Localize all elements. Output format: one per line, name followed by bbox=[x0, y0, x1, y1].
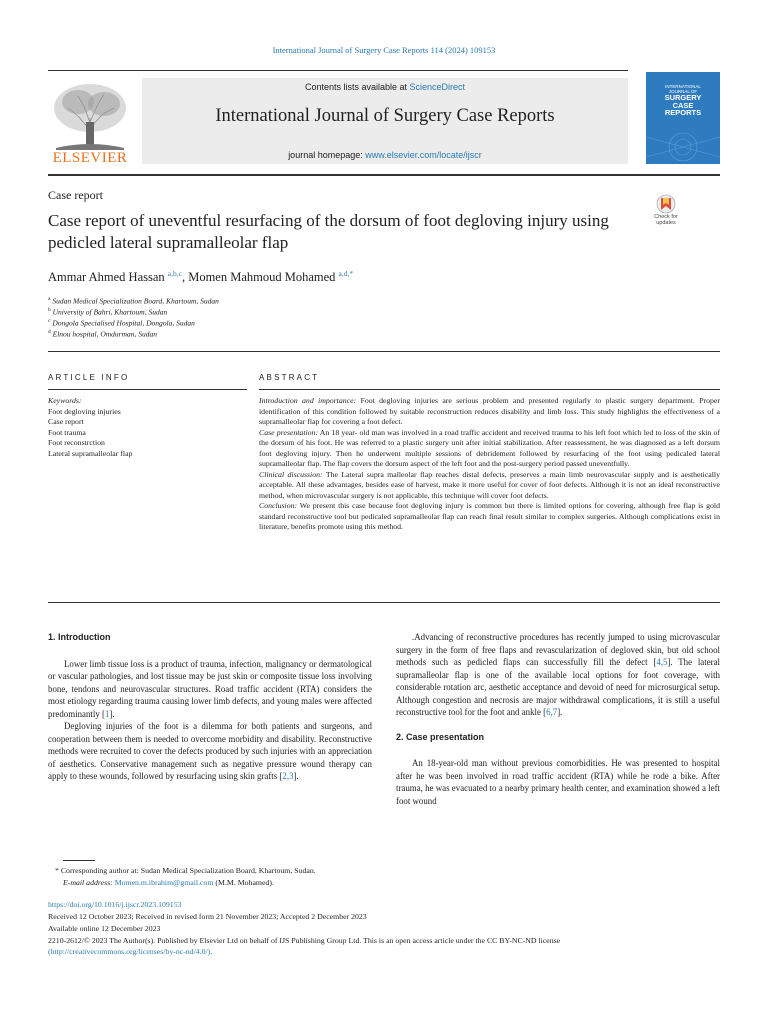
abstract-rule bbox=[259, 389, 720, 390]
email-link[interactable]: Momen.m.ibrahim@gmail.com bbox=[114, 878, 214, 887]
header-thick-rule bbox=[48, 174, 720, 176]
affil-sup-c: c bbox=[48, 318, 51, 324]
cover-line5: REPORTS bbox=[664, 108, 702, 117]
keyword-item: Lateral supramalleolar flap bbox=[48, 448, 133, 458]
keyword-item: Foot degloving injuries bbox=[48, 406, 121, 416]
author-2-affil[interactable]: a,d,* bbox=[338, 269, 354, 278]
abstract-intro bbox=[259, 396, 720, 428]
abstract-discussion bbox=[259, 470, 720, 502]
ref-link-2-3[interactable]: 2,3 bbox=[282, 771, 294, 781]
header-rule bbox=[48, 70, 628, 71]
abstract-case bbox=[259, 428, 720, 470]
license-url[interactable]: (http://creativecommons.org/licenses/by-nc-nd/4.0/) bbox=[48, 947, 211, 956]
ref-link-1[interactable]: 1 bbox=[104, 708, 110, 719]
right-column bbox=[396, 631, 720, 807]
check-for-updates-button[interactable] bbox=[646, 194, 686, 230]
affil-text-c: Dongola Specialised Hospital, Dongola, Sudan bbox=[52, 318, 195, 328]
intro-paragraph-1 bbox=[48, 658, 372, 721]
corresponding-author: * Corresponding author at: Sudan Medical Specialization Board, Khartoum, Sudan. bbox=[55, 866, 316, 875]
ref-link-4-5[interactable]: 4,5 bbox=[656, 657, 668, 667]
license-text: 2210-2612/© 2023 The Author(s). Published by Elsevier Ltd on behalf of IJS Publishing Group Ltd. This is an open access article under the CC BY-NC-ND license bbox=[48, 936, 561, 945]
intro-p1-text: Lower limb tissue loss is a product of trauma, infection, malignancy or dermatological or vascular pathologies, and lost tissue may be just skin or composite tissue loss involving bone, tendons and neurovascular structures. Road traffic accident (RTA) considers the most etiology regarding trauma causing lower limb defects, and young males were affected predominantly [ bbox=[48, 658, 372, 719]
journal-cover-thumbnail[interactable] bbox=[646, 72, 720, 164]
author-sep: , bbox=[181, 270, 189, 285]
left-column bbox=[48, 631, 372, 783]
elsevier-wordmark[interactable]: ELSEVIER bbox=[52, 150, 128, 166]
cover-line2: JOURNAL OF bbox=[668, 89, 698, 94]
intro-p2-end: ]. bbox=[293, 771, 299, 781]
intro-p1-end: ]. bbox=[109, 708, 115, 719]
affiliation-c bbox=[48, 318, 195, 328]
journal-banner bbox=[142, 78, 628, 164]
keyword-item: Case report bbox=[48, 417, 84, 426]
abstract-intro-text: Foot degloving injuries are serious problem and presented regularly to plastic surgery department. Proper identification of this condition followed by suitable reconstruction reduces disability and limb loss. This study highlights the effectiveness of a supramalleolar flap for covering a foot defect. bbox=[259, 396, 720, 426]
article-info-rule bbox=[48, 389, 247, 390]
keywords-label: Keywords: bbox=[48, 396, 82, 405]
running-header[interactable]: International Journal of Surgery Case Reports 114 (2024) 109153 bbox=[272, 45, 496, 55]
intro-heading: 1. Introduction bbox=[48, 632, 111, 642]
author-1[interactable]: Ammar Ahmed Hassan bbox=[48, 270, 165, 285]
available-online: Available online 12 December 2023 bbox=[48, 924, 161, 933]
contents-prefix: Contents lists available at bbox=[304, 82, 410, 92]
article-info-heading: ARTICLE INFO bbox=[48, 373, 130, 382]
article-type: Case report bbox=[48, 188, 103, 202]
cover-line1: INTERNATIONAL bbox=[665, 84, 701, 89]
abstract-case-text: An 18 year- old man was involved in a road traffic accident and received trauma to his left foot which led to loss of the skin of the dorsum of his foot. He was referred to a plastic surgery unit after initial stabilization. After reassessment, he was diagnosed as a left dorsum foot degloving injury. Then he underwent multiple sessions of debridement followed by resurfacing of the foot using pedicaled lateral supramalleolar flap. The flap covers the dorsum aspect of the left foot and the post-surgery period passed uneventfully. bbox=[259, 427, 720, 468]
affil-text-d: Elnou hospital, Omdurman, Sudan bbox=[52, 329, 158, 339]
abstract-conclusion-text: We present this case because foot degloving injury is common but there is limited options for covering, although free flap is gold standard reconstructive tool but pedicaled supramalleolar flap can reach final result similar to complex surgeries. Although complications exist in literature, benefits promote using this method. bbox=[259, 501, 720, 531]
sciencedirect-link[interactable]: ScienceDirect bbox=[409, 82, 466, 92]
case-paragraph: An 18-year-old man without previous comorbidities. He was presented to hospital after he was been involved in road traffic accident (RTA) while he rode a bike. After trauma, he was evacuated to a nearby primary health center, and examination showed a left foot wound bbox=[396, 758, 720, 806]
abstract-heading: ABSTRACT bbox=[259, 373, 320, 382]
cover-title bbox=[652, 84, 714, 117]
abstract-conclusion bbox=[259, 501, 720, 533]
ref-link-6-7[interactable]: 6,7 bbox=[546, 707, 558, 717]
recon-text-a: .Advancing of reconstructive procedures has recently jumped to using microvascular surgery in the form of free flaps and revascularization of degloved skin, but old school methods such as pedicled flaps can successfully fill the defect [ bbox=[396, 632, 720, 667]
cover-pattern bbox=[646, 127, 720, 164]
check-updates-line2: updates bbox=[656, 220, 676, 226]
journal-title: International Journal of Surgery Case Reports bbox=[215, 106, 555, 126]
license-end: . bbox=[210, 947, 213, 956]
affil-sup-a: a bbox=[48, 296, 51, 302]
license-url-line bbox=[48, 947, 212, 958]
doi-url[interactable]: https://doi.org/10.1016/j.ijscr.2023.109153 bbox=[48, 900, 182, 909]
abstract-discussion-text: The Lateral supra malleolar flap reaches distal defects, preserves a main limb neurovascular supply and is aesthetically acceptable. All these advantages, besides ease of harvest, make it more useful for cover of foot defects. Although it is not an ideal reconstructive method, when microvascular surgery is not applicable, this technique will cover foot defects. bbox=[259, 469, 720, 500]
keywords-block bbox=[48, 396, 132, 459]
abstract-case-label: Case presentation: bbox=[259, 427, 319, 437]
check-updates-line1: Check for bbox=[654, 214, 678, 220]
check-updates-icon bbox=[646, 194, 686, 214]
affiliation-d bbox=[48, 329, 157, 339]
affil-sup-b: b bbox=[48, 307, 51, 313]
reconstruction-paragraph bbox=[396, 631, 720, 719]
abstract-intro-label: Introduction and importance: bbox=[259, 396, 357, 405]
abstract-conclusion-label: Conclusion: bbox=[259, 501, 298, 510]
abstract-body bbox=[259, 396, 720, 533]
affiliation-a bbox=[48, 296, 219, 306]
journal-homepage bbox=[142, 150, 628, 160]
footnote-rule bbox=[63, 860, 95, 861]
intro-paragraph-2 bbox=[48, 720, 372, 783]
check-updates-label bbox=[646, 214, 686, 226]
keyword-item: Foot trauma bbox=[48, 427, 86, 437]
author-2[interactable]: Momen Mahmoud Mohamed bbox=[188, 270, 336, 285]
recon-text-c: ]. bbox=[557, 707, 563, 717]
recon-text-b: ]. The lateral supramalleolar flap is one of the available local options for foot coverage, with considerable rotation arc, aesthetic acceptance and devoid of need for microsurgical setup. Although congestion and necrosis are major withdrawal complications, it is still a useful reconstructive tool for the foot and ankle [ bbox=[396, 657, 720, 717]
case-presentation-heading: 2. Case presentation bbox=[396, 731, 485, 742]
email-suffix: (M.M. Mohamed). bbox=[213, 878, 274, 887]
article-title: Case report of uneventful resurfacing of the dorsum of foot degloving injury using pedicled lateral supramalleolar flap bbox=[48, 211, 609, 252]
affil-text-a: Sudan Medical Specialization Board, Khartoum, Sudan bbox=[52, 296, 219, 306]
authors bbox=[48, 269, 353, 285]
intro-p2-text: Degloving injuries of the foot is a dilemma for both patients and surgeons, and cooperation between them is needed to overcome morbidity and disability. Reconstructive methods were recruited to cover the defects produced by such injuries with an appreciation of aesthetics. Conservative management such as negative pressure wound therapy can apply to these wounds, followed by resurfacing using skin grafts [ bbox=[48, 721, 372, 781]
cover-line3: SURGERY bbox=[664, 93, 702, 102]
email-line bbox=[63, 878, 274, 889]
email-label: E-mail address: bbox=[63, 878, 115, 887]
keyword-item: Foot reconstrction bbox=[48, 438, 105, 447]
abstract-discussion-label: Clinical discussion: bbox=[259, 469, 323, 479]
cover-line4: CASE bbox=[672, 100, 694, 110]
homepage-link[interactable]: www.elsevier.com/locate/ijscr bbox=[365, 150, 482, 160]
contents-availability bbox=[142, 82, 628, 92]
homepage-label: journal homepage: bbox=[288, 150, 366, 160]
author-1-affil[interactable]: a,b,c bbox=[167, 269, 182, 278]
doi-link[interactable] bbox=[48, 900, 182, 911]
info-top-rule bbox=[48, 351, 720, 352]
received-dates: Received 12 October 2023; Received in revised form 21 November 2023; Accepted 2 December 2023 bbox=[48, 912, 367, 921]
affiliation-b bbox=[48, 307, 167, 317]
affil-text-b: University of Bahri, Khartoum, Sudan bbox=[52, 307, 168, 317]
affil-sup-d: d bbox=[48, 329, 51, 335]
abstract-bottom-rule bbox=[48, 602, 720, 603]
